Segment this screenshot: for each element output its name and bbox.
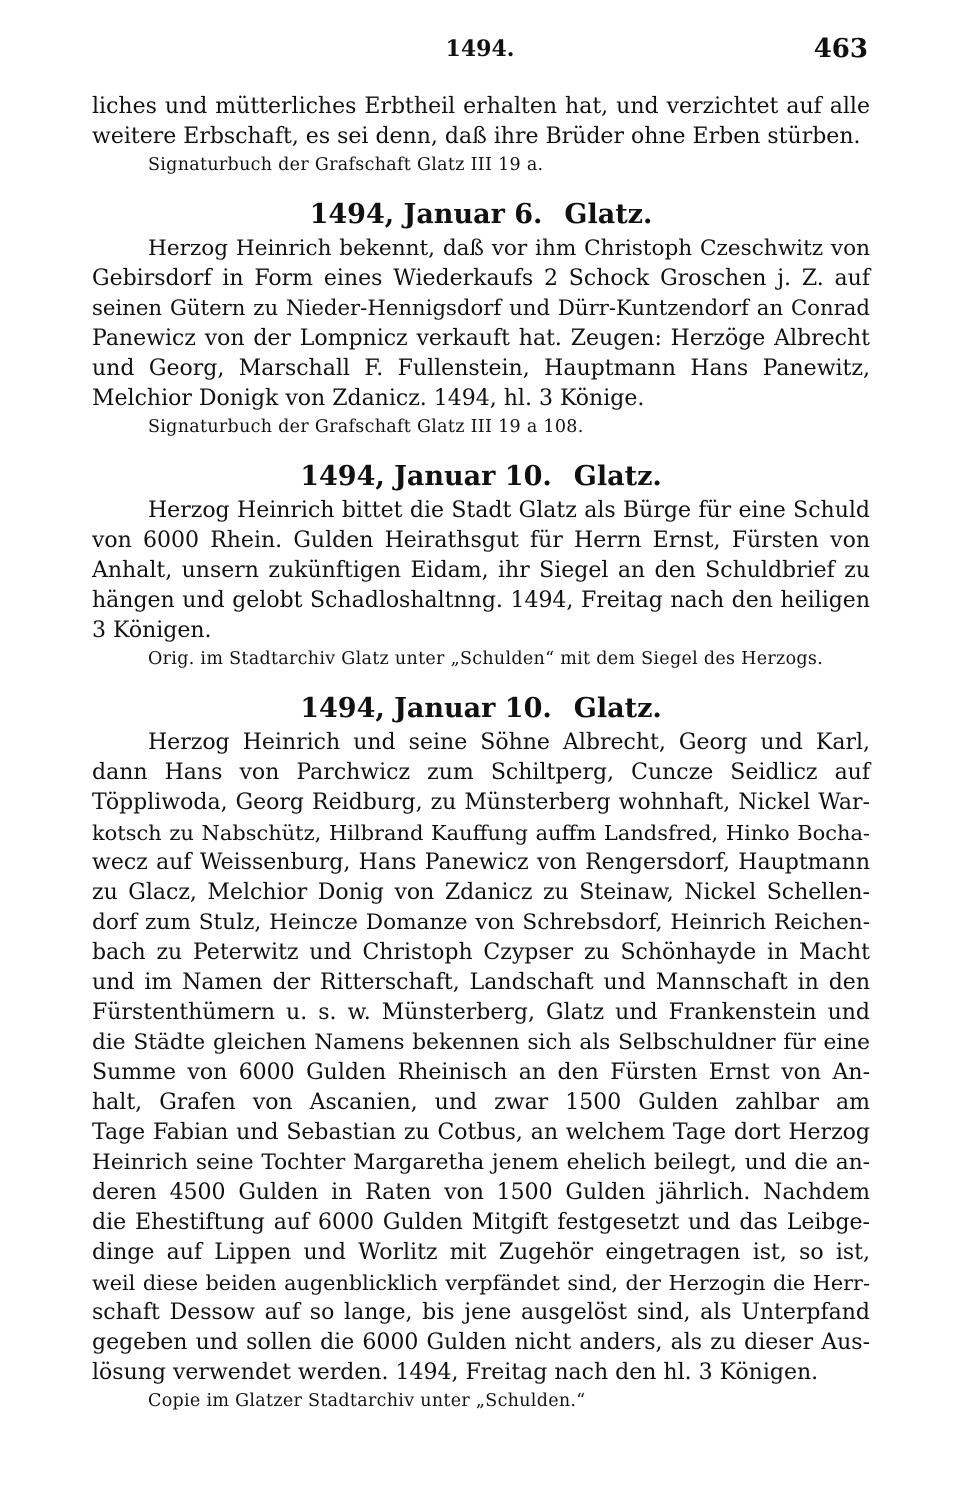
text-line: weil diese beiden augenblicklich verpfändet sind, der Herzogin die Herr- (92, 1271, 870, 1295)
text-line: wecz auf Weissenburg, Hans Panewicz von Rengersdorf, Hauptmann (92, 850, 870, 875)
text-line: Herzog Heinrich bekennt, daß vor ihm Christoph Czeschwitz von (148, 236, 870, 261)
text-line: liches und mütterliches Erbtheil erhalten hat, und verzichtet auf alle (92, 94, 870, 119)
text-line: die Ehestiftung auf 6000 Gulden Mitgift festgesetzt und das Leibge- (92, 1210, 870, 1235)
text-line: Herzog Heinrich bittet die Stadt Glatz als Bürge für eine Schuld (148, 498, 870, 523)
text-line: lösung verwendet werden. 1494, Freitag nach den hl. 3 Königen. (92, 1360, 819, 1385)
text-line: zu Glacz, Melchior Donig von Zdanicz zu Steinaw, Nickel Schellen- (92, 880, 870, 905)
text-line: Panewicz von der Lompnicz verkauft hat. Zeugen: Herzöge Albrecht (92, 326, 870, 351)
text-line: deren 4500 Gulden in Raten von 1500 Gulden jährlich. Nachdem (92, 1180, 870, 1205)
entry-place: Glatz. (564, 199, 653, 230)
entry-date: 1494, Januar 10. (300, 693, 552, 724)
text-line: Töppliwoda, Georg Reidburg, zu Münsterberg wohnhaft, Nickel War- (92, 790, 870, 815)
entry-place: Glatz. (573, 693, 662, 724)
text-line: 3 Königen. (92, 618, 212, 643)
text-line: Heinrich seine Tochter Margaretha jenem ehelich beilegt, und die an- (92, 1150, 870, 1175)
page-body (92, 92, 870, 1414)
text-line: seinen Gütern zu Nieder-Hennigsdorf und Dürr-Kuntzendorf an Conrad (92, 296, 870, 321)
text-line: hängen und gelobt Schadloshaltnng. 1494, Freitag nach den heiligen (92, 588, 870, 613)
document-entry (92, 198, 870, 440)
text-line: Melchior Donigk von Zdanicz. 1494, hl. 3 Könige. (92, 386, 645, 411)
source-citation: Copie im Glatzer Stadtarchiv unter „Schulden.“ (148, 1391, 586, 1411)
text-line: kotsch zu Nabschütz, Hilbrand Kauffung auffm Landsfred, Hinko Bocha- (92, 821, 870, 845)
running-head: 1494. (445, 36, 515, 62)
text-line: Gebirsdorf in Form eines Wiederkaufs 2 Schock Groschen j. Z. auf (92, 266, 870, 291)
text-line: Fürstenthümern u. s. w. Münsterberg, Glatz und Frankenstein und (92, 1000, 870, 1025)
text-line: bach zu Peterwitz und Christoph Czypser zu Schönhayde in Macht (92, 940, 870, 965)
document-entry (92, 692, 870, 1414)
text-line: dinge auf Lippen und Worlitz mit Zugehör eingetragen ist, so ist, (92, 1240, 870, 1265)
text-line: die Städte gleichen Namens bekennen sich als Selbschuldner für eine (92, 1030, 870, 1055)
document-entry (92, 460, 870, 672)
text-line: Summe von 6000 Gulden Rheinisch an den Fürsten Ernst von An- (92, 1060, 870, 1085)
source-citation: Signaturbuch der Grafschaft Glatz III 19 a. (148, 155, 544, 175)
continuation-paragraph (92, 92, 870, 152)
entry-date: 1494, Januar 10. (300, 461, 552, 492)
text-line: dann Hans von Parchwicz zum Schiltperg, Cuncze Seidlicz auf (92, 760, 870, 785)
source-citation: Orig. im Stadtarchiv Glatz unter „Schulden“ mit dem Siegel des Herzogs. (148, 649, 824, 669)
entry-heading (92, 198, 870, 232)
text-line: Tage Fabian und Sebastian zu Cotbus, an welchem Tage dort Herzog (92, 1120, 870, 1145)
page-number: 463 (813, 34, 868, 64)
entry-heading (92, 692, 870, 726)
text-line: von 6000 Rhein. Gulden Heirathsgut für Herrn Ernst, Fürsten von (92, 528, 870, 553)
text-line: weitere Erbschaft, es sei denn, daß ihre Brüder ohne Erben stürben. (92, 124, 861, 149)
entry-place: Glatz. (573, 461, 662, 492)
text-line: Herzog Heinrich und seine Söhne Albrecht, Georg und Karl, (148, 730, 870, 755)
entry-date: 1494, Januar 6. (309, 199, 543, 230)
text-line: schaft Dessow auf so lange, bis jene ausgelöst sind, als Unterpfand (92, 1300, 870, 1325)
text-line: Anhalt, unsern zukünftigen Eidam, ihr Siegel an den Schuldbrief zu (92, 558, 870, 583)
text-line: dorf zum Stulz, Heincze Domanze von Schrebsdorf, Heinrich Reichen- (92, 910, 870, 935)
text-line: halt, Grafen von Ascanien, und zwar 1500 Gulden zahlbar am (92, 1090, 870, 1115)
entry-heading (92, 460, 870, 494)
page-header (0, 34, 960, 70)
text-line: und Georg, Marschall F. Fullenstein, Hauptmann Hans Panewitz, (92, 356, 870, 381)
text-line: und im Namen der Ritterschaft, Landschaft und Mannschaft in den (92, 970, 870, 995)
source-citation: Signaturbuch der Grafschaft Glatz III 19 a 108. (148, 417, 584, 437)
text-line: gegeben und sollen die 6000 Gulden nicht anders, als zu dieser Aus- (92, 1330, 870, 1355)
